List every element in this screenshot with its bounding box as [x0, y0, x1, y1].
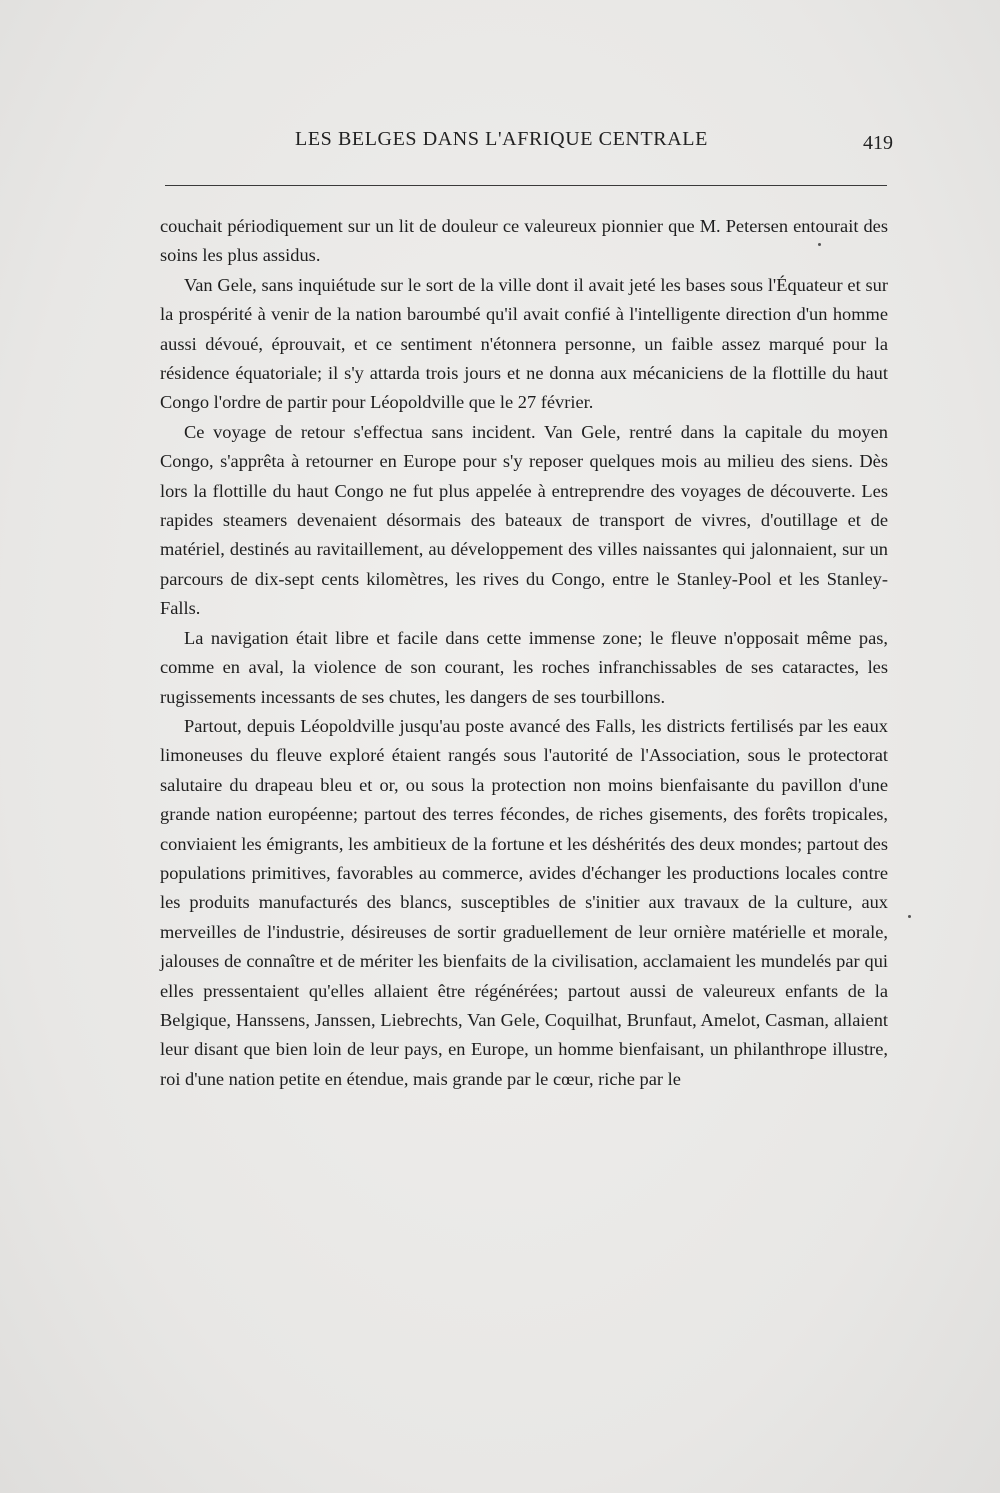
running-head — [165, 128, 893, 160]
paragraph: Partout, depuis Léopoldville jusqu'au poste avancé des Falls, les districts fertilisés par les eaux limoneuses du fleuve exploré étaient rangés sous l'autorité de l'Association, sous le protectorat salutaire du drapeau bleu et or, ou sous la protection non moins bienfaisante du pavillon d'une grande nation européenne; partout des terres fécondes, de riches gisements, des forêts tropicales, conviaient les émigrants, les ambitieux de la fortune et les déshérités des deux mondes; partout des populations primitives, favorables au commerce, avides d'échanger les productions locales contre les produits manufacturés des blancs, susceptibles de s'initier aux travaux de la culture, aux merveilles de l'industrie, désireuses de sortir graduellement de leur ornière matérielle et morale, jalouses de connaître et de mériter les bienfaits de la civilisation, acclamaient les mundelés par qui elles pressentaient qu'elles allaient être régénérées; partout aussi de valeureux enfants de la Belgique, Hanssens, Janssen, Liebrechts, Van Gele, Coquilhat, Brunfaut, Amelot, Casman, allaient leur disant que bien loin de leur pays, en Europe, un homme bienfaisant, un philanthrope illustre, roi d'une nation petite en étendue, mais grande par le cœur, riche par le — [160, 715, 888, 1089]
running-title: LES BELGES DANS L'AFRIQUE CENTRALE — [295, 128, 708, 150]
body-text — [160, 212, 888, 1094]
paper-speck — [908, 915, 911, 918]
paper-speck — [818, 243, 821, 246]
header-rule — [165, 185, 887, 186]
paragraph: Ce voyage de retour s'effectua sans incident. Van Gele, rentré dans la capitale du moyen Congo, s'apprêta à retourner en Europe pour s'y reposer quelques mois au milieu des siens. Dès lors la flottille du haut Congo ne fut plus appelée à entreprendre des voyages de découverte. Les rapides steamers devenaient désormais des bateaux de transport de vivres, d'outillage et de matériel, destinés au ravitaillement, au développement des villes naissantes qui jalonnaient, sur un parcours de dix-sept cents kilomètres, les rives du Congo, entre le Stanley-Pool et les Stanley-Falls. — [160, 421, 888, 619]
paragraph: La navigation était libre et facile dans cette immense zone; le fleuve n'opposait même pas, comme en aval, la violence de son courant, les roches infranchissables de ses cataractes, les rugissements incessants de ses chutes, les dangers de ses tourbillons. — [160, 627, 888, 707]
paragraph-continued: couchait périodiquement sur un lit de douleur ce valeureux pionnier que M. Petersen entourait des soins les plus assidus. — [160, 216, 888, 266]
page-number: 419 — [863, 132, 893, 154]
paragraph: Van Gele, sans inquiétude sur le sort de la ville dont il avait jeté les bases sous l'Équateur et sur la prospérité à venir de la nation baroumbé qu'il avait confié à l'intelligente direction d'un homme aussi dévoué, éprouvait, et ce sentiment n'étonnera personne, un faible assez marqué pour la résidence équatoriale; il s'y attarda trois jours et ne donna aux mécaniciens de la flottille du haut Congo l'ordre de partir pour Léopoldville que le 27 février. — [160, 274, 888, 413]
